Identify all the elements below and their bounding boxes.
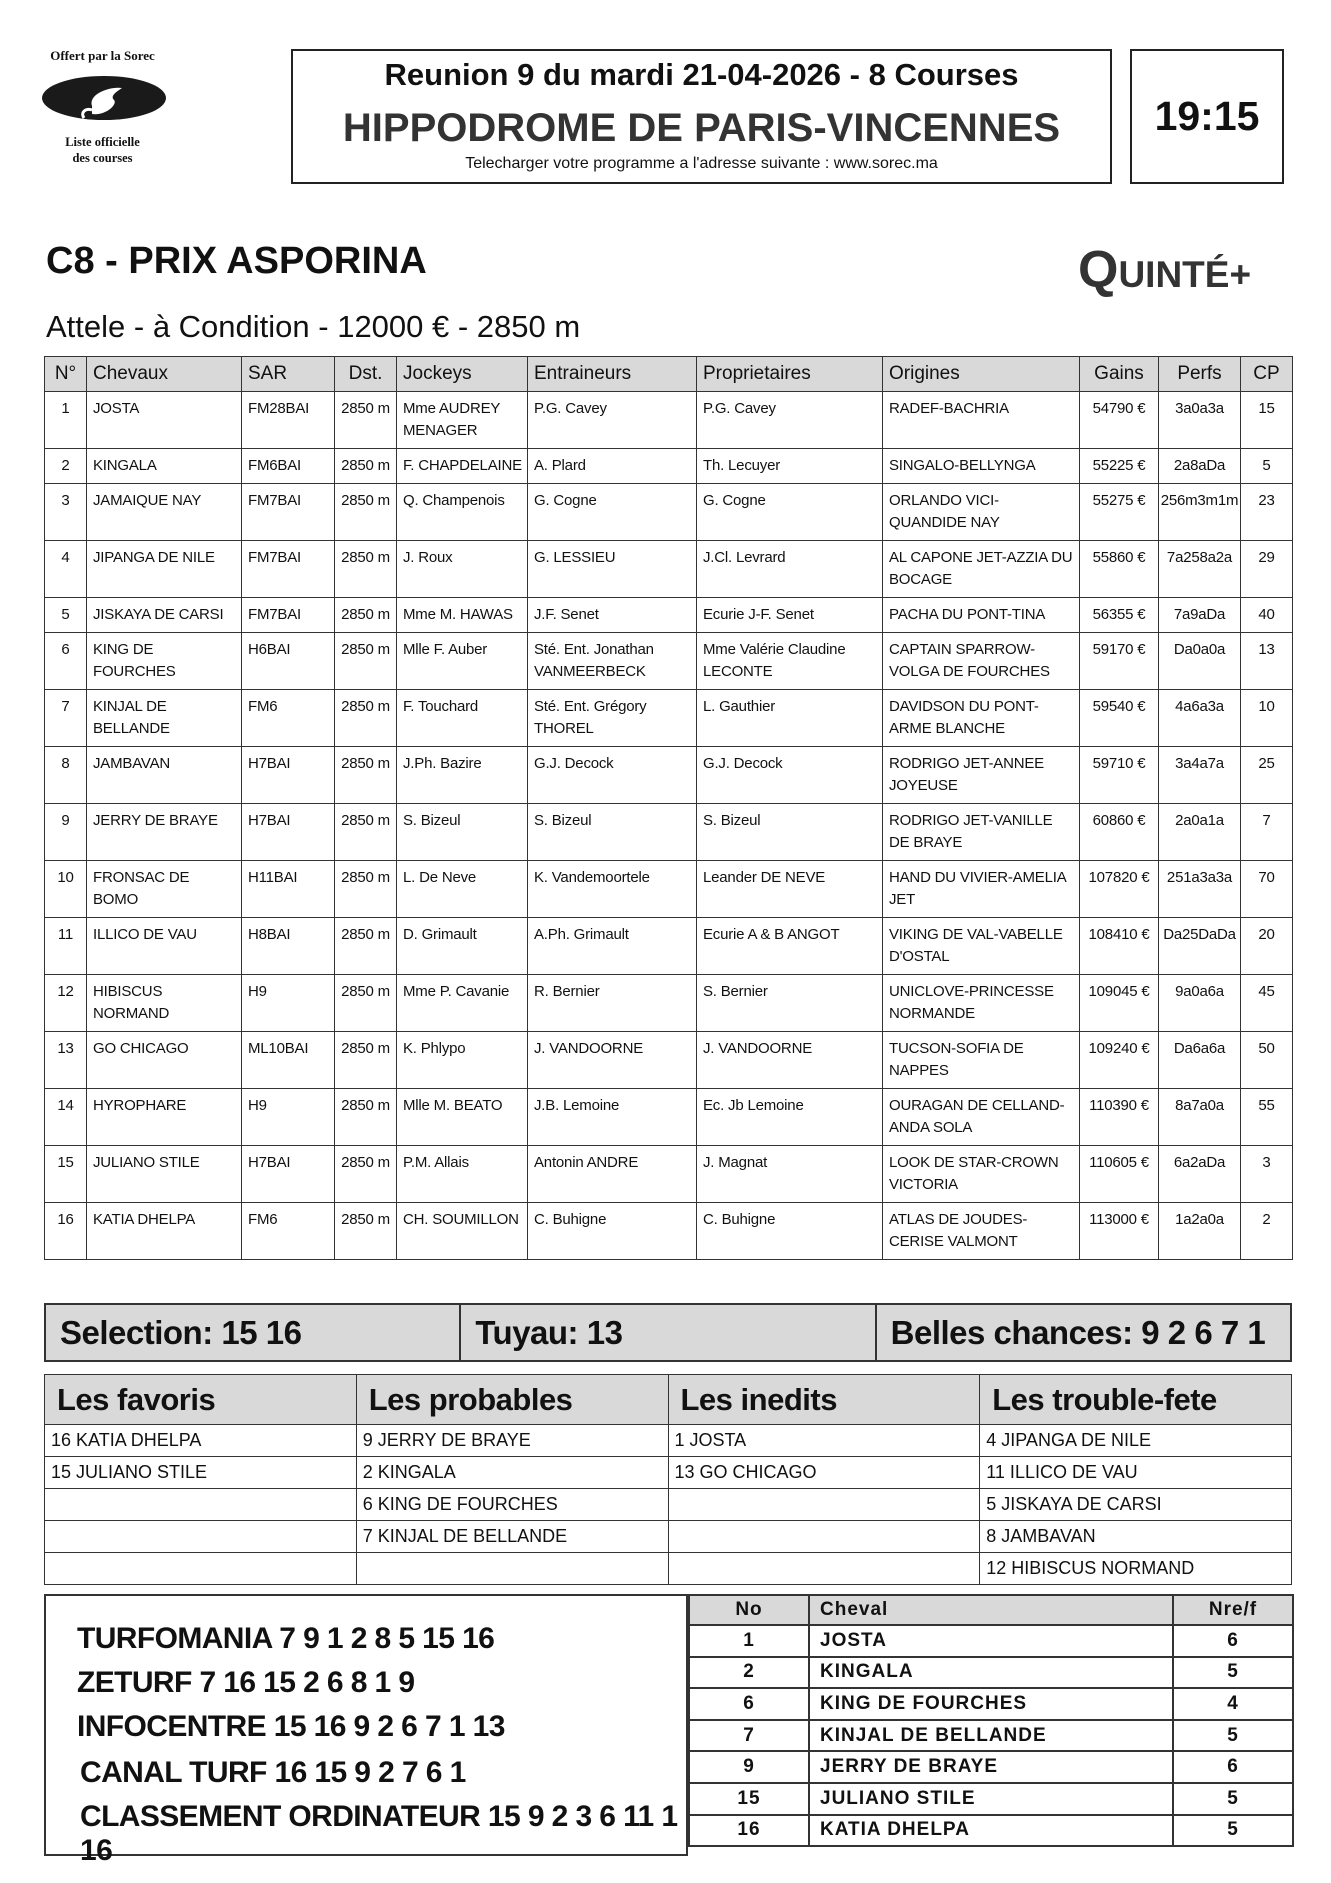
cell-owner: Ec. Jb Lemoine — [697, 1089, 883, 1146]
table-row — [45, 690, 1293, 747]
cell-sar: FM6 — [242, 690, 335, 747]
cell-distance: 2850 m — [335, 541, 397, 598]
cell-distance: 2850 m — [335, 1203, 397, 1260]
pick-favori — [45, 1521, 357, 1553]
cell-number: 14 — [45, 1089, 87, 1146]
nre-row — [689, 1815, 1293, 1847]
pick-favori — [45, 1489, 357, 1521]
cell-owner: P.G. Cavey — [697, 392, 883, 449]
cell-cp: 20 — [1241, 918, 1293, 975]
cell-trainer: Sté. Ent. Jonathan VANMEERBECK — [528, 633, 697, 690]
tip-canal-turf: CANAL TURF 16 15 9 2 7 6 1 — [80, 1756, 466, 1789]
cell-origins: SINGALO-BELLYNGA — [883, 449, 1080, 484]
nre-value: 5 — [1173, 1815, 1293, 1847]
cell-owner: Mme Valérie Claudine LECONTE — [697, 633, 883, 690]
cell-distance: 2850 m — [335, 804, 397, 861]
cell-earnings: 60860 € — [1080, 804, 1159, 861]
cell-horse: JAMBAVAN — [87, 747, 242, 804]
cell-jockey: Mlle F. Auber — [397, 633, 528, 690]
nre-horse: JERRY DE BRAYE — [809, 1751, 1173, 1783]
cell-jockey: P.M. Allais — [397, 1146, 528, 1203]
cell-owner: J. VANDOORNE — [697, 1032, 883, 1089]
nre-header-nref: Nre/f — [1173, 1595, 1293, 1625]
nre-value: 4 — [1173, 1688, 1293, 1720]
bet-type — [1078, 240, 1251, 300]
cell-cp: 25 — [1241, 747, 1293, 804]
pick-trouble-fete: 4 JIPANGA DE NILE — [980, 1425, 1292, 1457]
cell-origins: LOOK DE STAR-CROWN VICTORIA — [883, 1146, 1080, 1203]
cell-jockey: F. Touchard — [397, 690, 528, 747]
race-time: 19:15 — [1130, 49, 1284, 184]
nre-number: 15 — [689, 1783, 809, 1815]
cell-perfs: Da6a6a — [1159, 1032, 1241, 1089]
cell-jockey: Mlle M. BEATO — [397, 1089, 528, 1146]
cell-jockey: Mme P. Cavanie — [397, 975, 528, 1032]
cell-origins: VIKING DE VAL-VABELLE D'OSTAL — [883, 918, 1080, 975]
cell-owner: Ecurie A & B ANGOT — [697, 918, 883, 975]
pick-favori: 16 KATIA DHELPA — [45, 1425, 357, 1457]
cell-horse: JULIANO STILE — [87, 1146, 242, 1203]
picks-row — [45, 1553, 1292, 1585]
nre-row — [689, 1751, 1293, 1783]
col-header-earnings: Gains — [1080, 357, 1159, 392]
tip-zeturf: ZETURF 7 16 15 2 6 8 1 9 — [77, 1666, 415, 1699]
cell-sar: H9 — [242, 975, 335, 1032]
cell-number: 5 — [45, 598, 87, 633]
cell-cp: 50 — [1241, 1032, 1293, 1089]
cell-distance: 2850 m — [335, 747, 397, 804]
tip-classement-ordinateur: CLASSEMENT ORDINATEUR 15 9 2 3 6 11 1 16 — [80, 1800, 678, 1867]
cell-owner: G. Cogne — [697, 484, 883, 541]
cell-earnings: 56355 € — [1080, 598, 1159, 633]
nre-number: 9 — [689, 1751, 809, 1783]
nre-number: 6 — [689, 1688, 809, 1720]
cell-horse: GO CHICAGO — [87, 1032, 242, 1089]
logo-bottom-line2: des courses — [72, 151, 133, 165]
cell-sar: H8BAI — [242, 918, 335, 975]
nre-row — [689, 1688, 1293, 1720]
cell-trainer: C. Buhigne — [528, 1203, 697, 1260]
logo-top-text: Offert par la Sorec — [50, 48, 155, 63]
cell-origins: CAPTAIN SPARROW-VOLGA DE FOURCHES — [883, 633, 1080, 690]
nre-horse: KINGALA — [809, 1657, 1173, 1689]
cell-sar: FM28BAI — [242, 392, 335, 449]
pick-inedit — [668, 1521, 980, 1553]
cell-origins: TUCSON-SOFIA DE NAPPES — [883, 1032, 1080, 1089]
cell-origins: RODRIGO JET-VANILLE DE BRAYE — [883, 804, 1080, 861]
cell-perfs: 2a8aDa — [1159, 449, 1241, 484]
nre-header-row — [689, 1595, 1293, 1625]
cell-distance: 2850 m — [335, 392, 397, 449]
cell-sar: FM7BAI — [242, 484, 335, 541]
cell-cp: 5 — [1241, 449, 1293, 484]
cell-owner: Ecurie J-F. Senet — [697, 598, 883, 633]
picks-table — [44, 1374, 1292, 1585]
picks-header-probables: Les probables — [356, 1375, 668, 1425]
cell-perfs: 7a9aDa — [1159, 598, 1241, 633]
cell-jockey: J. Roux — [397, 541, 528, 598]
cell-number: 7 — [45, 690, 87, 747]
cell-jockey: K. Phlypo — [397, 1032, 528, 1089]
cell-jockey: L. De Neve — [397, 861, 528, 918]
nre-horse: KINJAL DE BELLANDE — [809, 1720, 1173, 1752]
cell-number: 15 — [45, 1146, 87, 1203]
cell-horse: KINJAL DE BELLANDE — [87, 690, 242, 747]
cell-earnings: 109240 € — [1080, 1032, 1159, 1089]
cell-earnings: 108410 € — [1080, 918, 1159, 975]
cell-jockey: D. Grimault — [397, 918, 528, 975]
table-row — [45, 541, 1293, 598]
pick-inedit: 1 JOSTA — [668, 1425, 980, 1457]
cell-earnings: 55225 € — [1080, 449, 1159, 484]
cell-number: 10 — [45, 861, 87, 918]
nre-value: 5 — [1173, 1657, 1293, 1689]
table-row — [45, 598, 1293, 633]
table-row — [45, 449, 1293, 484]
nre-horse: KATIA DHELPA — [809, 1815, 1173, 1847]
nre-value: 6 — [1173, 1751, 1293, 1783]
cell-perfs: Da25DaDa — [1159, 918, 1241, 975]
cell-trainer: G. Cogne — [528, 484, 697, 541]
table-row — [45, 918, 1293, 975]
tip-turfomania: TURFOMANIA 7 9 1 2 8 5 15 16 — [77, 1622, 495, 1655]
cell-distance: 2850 m — [335, 449, 397, 484]
cell-number: 4 — [45, 541, 87, 598]
cell-cp: 10 — [1241, 690, 1293, 747]
cell-earnings: 109045 € — [1080, 975, 1159, 1032]
nre-header-no: No — [689, 1595, 809, 1625]
picks-header-favoris: Les favoris — [45, 1375, 357, 1425]
nre-row — [689, 1720, 1293, 1752]
pick-probable: 6 KING DE FOURCHES — [356, 1489, 668, 1521]
cell-trainer: Antonin ANDRE — [528, 1146, 697, 1203]
cell-owner: C. Buhigne — [697, 1203, 883, 1260]
cell-perfs: 8a7a0a — [1159, 1089, 1241, 1146]
picks-row — [45, 1521, 1292, 1553]
pick-favori: 15 JULIANO STILE — [45, 1457, 357, 1489]
cell-owner: J. Magnat — [697, 1146, 883, 1203]
cell-horse: JOSTA — [87, 392, 242, 449]
cell-horse: ILLICO DE VAU — [87, 918, 242, 975]
cell-distance: 2850 m — [335, 918, 397, 975]
table-row — [45, 1146, 1293, 1203]
table-row — [45, 804, 1293, 861]
cell-sar: FM6 — [242, 1203, 335, 1260]
col-header-owner: Proprietaires — [697, 357, 883, 392]
table-row — [45, 392, 1293, 449]
nre-number: 2 — [689, 1657, 809, 1689]
col-header-distance: Dst. — [335, 357, 397, 392]
cell-perfs: 1a2a0a — [1159, 1203, 1241, 1260]
cell-horse: KATIA DHELPA — [87, 1203, 242, 1260]
cell-origins: ORLANDO VICI-QUANDIDE NAY — [883, 484, 1080, 541]
cell-owner: S. Bernier — [697, 975, 883, 1032]
nre-table — [688, 1594, 1294, 1847]
nre-number: 1 — [689, 1625, 809, 1657]
cell-perfs: 6a2aDa — [1159, 1146, 1241, 1203]
cell-distance: 2850 m — [335, 690, 397, 747]
sorec-logo — [35, 48, 170, 173]
cell-perfs: 2a0a1a — [1159, 804, 1241, 861]
cell-owner: L. Gauthier — [697, 690, 883, 747]
cell-owner: G.J. Decock — [697, 747, 883, 804]
cell-origins: HAND DU VIVIER-AMELIA JET — [883, 861, 1080, 918]
cell-horse: JAMAIQUE NAY — [87, 484, 242, 541]
tuyau-value: Tuyau: 13 — [461, 1305, 876, 1360]
hippodrome-name: HIPPODROME DE PARIS-VINCENNES — [342, 106, 1061, 150]
table-row — [45, 861, 1293, 918]
cell-sar: FM7BAI — [242, 541, 335, 598]
nre-value: 5 — [1173, 1783, 1293, 1815]
cell-distance: 2850 m — [335, 598, 397, 633]
cell-distance: 2850 m — [335, 1032, 397, 1089]
cell-cp: 3 — [1241, 1146, 1293, 1203]
cell-trainer: J.F. Senet — [528, 598, 697, 633]
cell-horse: JERRY DE BRAYE — [87, 804, 242, 861]
cell-owner: Th. Lecuyer — [697, 449, 883, 484]
cell-earnings: 110605 € — [1080, 1146, 1159, 1203]
selection-value: Selection: 15 16 — [46, 1305, 461, 1360]
pick-probable: 9 JERRY DE BRAYE — [356, 1425, 668, 1457]
col-header-horse: Chevaux — [87, 357, 242, 392]
cell-trainer: A. Plard — [528, 449, 697, 484]
nre-value: 6 — [1173, 1625, 1293, 1657]
table-row — [45, 975, 1293, 1032]
runners-table — [44, 356, 1293, 1260]
pick-inedit — [668, 1553, 980, 1585]
cell-number: 16 — [45, 1203, 87, 1260]
cell-earnings: 59540 € — [1080, 690, 1159, 747]
table-header-row — [45, 357, 1293, 392]
cell-perfs: 3a0a3a — [1159, 392, 1241, 449]
horse-logo-icon — [40, 66, 168, 130]
cell-trainer: P.G. Cavey — [528, 392, 697, 449]
cell-earnings: 59710 € — [1080, 747, 1159, 804]
table-row — [45, 747, 1293, 804]
download-note: Telecharger votre programme a l'adresse suivante : www.sorec.ma — [465, 155, 938, 172]
cell-cp: 70 — [1241, 861, 1293, 918]
cell-distance: 2850 m — [335, 633, 397, 690]
cell-horse: HYROPHARE — [87, 1089, 242, 1146]
cell-sar: H7BAI — [242, 804, 335, 861]
cell-cp: 13 — [1241, 633, 1293, 690]
pick-trouble-fete: 5 JISKAYA DE CARSI — [980, 1489, 1292, 1521]
cell-owner: S. Bizeul — [697, 804, 883, 861]
cell-cp: 7 — [1241, 804, 1293, 861]
cell-sar: ML10BAI — [242, 1032, 335, 1089]
cell-distance: 2850 m — [335, 1089, 397, 1146]
cell-trainer: S. Bizeul — [528, 804, 697, 861]
cell-perfs: 256m3m1m — [1159, 484, 1241, 541]
cell-distance: 2850 m — [335, 975, 397, 1032]
nre-number: 7 — [689, 1720, 809, 1752]
cell-horse: FRONSAC DE BOMO — [87, 861, 242, 918]
cell-sar: H9 — [242, 1089, 335, 1146]
cell-horse: JISKAYA DE CARSI — [87, 598, 242, 633]
pick-probable — [356, 1553, 668, 1585]
nre-value: 5 — [1173, 1720, 1293, 1752]
cell-number: 1 — [45, 392, 87, 449]
table-row — [45, 633, 1293, 690]
cell-perfs: 251a3a3a — [1159, 861, 1241, 918]
cell-number: 13 — [45, 1032, 87, 1089]
cell-perfs: 3a4a7a — [1159, 747, 1241, 804]
picks-header-row — [45, 1375, 1292, 1425]
picks-row — [45, 1489, 1292, 1521]
nre-row — [689, 1625, 1293, 1657]
cell-origins: OURAGAN DE CELLAND-ANDA SOLA — [883, 1089, 1080, 1146]
pick-favori — [45, 1553, 357, 1585]
cell-perfs: Da0a0a — [1159, 633, 1241, 690]
table-row — [45, 1032, 1293, 1089]
col-header-sar: SAR — [242, 357, 335, 392]
pick-trouble-fete: 8 JAMBAVAN — [980, 1521, 1292, 1553]
cell-origins: RODRIGO JET-ANNEE JOYEUSE — [883, 747, 1080, 804]
cell-jockey: F. CHAPDELAINE — [397, 449, 528, 484]
bet-type-initial: Q — [1078, 241, 1119, 299]
cell-distance: 2850 m — [335, 1146, 397, 1203]
nre-row — [689, 1657, 1293, 1689]
cell-earnings: 107820 € — [1080, 861, 1159, 918]
nre-row — [689, 1783, 1293, 1815]
cell-origins: ATLAS DE JOUDES-CERISE VALMONT — [883, 1203, 1080, 1260]
race-title: C8 - PRIX ASPORINA — [46, 240, 427, 282]
cell-origins: AL CAPONE JET-AZZIA DU BOCAGE — [883, 541, 1080, 598]
cell-jockey: CH. SOUMILLON — [397, 1203, 528, 1260]
pick-inedit — [668, 1489, 980, 1521]
cell-origins: UNICLOVE-PRINCESSE NORMANDE — [883, 975, 1080, 1032]
cell-sar: H11BAI — [242, 861, 335, 918]
cell-cp: 55 — [1241, 1089, 1293, 1146]
cell-sar: FM7BAI — [242, 598, 335, 633]
cell-distance: 2850 m — [335, 861, 397, 918]
pick-probable: 2 KINGALA — [356, 1457, 668, 1489]
table-row — [45, 1203, 1293, 1260]
cell-number: 6 — [45, 633, 87, 690]
cell-earnings: 55275 € — [1080, 484, 1159, 541]
table-row — [45, 1089, 1293, 1146]
cell-horse: KING DE FOURCHES — [87, 633, 242, 690]
table-row — [45, 484, 1293, 541]
cell-number: 3 — [45, 484, 87, 541]
pick-trouble-fete: 11 ILLICO DE VAU — [980, 1457, 1292, 1489]
col-header-number: N° — [45, 357, 87, 392]
cell-horse: KINGALA — [87, 449, 242, 484]
cell-earnings: 59170 € — [1080, 633, 1159, 690]
cell-trainer: R. Bernier — [528, 975, 697, 1032]
cell-perfs: 4a6a3a — [1159, 690, 1241, 747]
cell-sar: FM6BAI — [242, 449, 335, 484]
cell-cp: 45 — [1241, 975, 1293, 1032]
reunion-title: Reunion 9 du mardi 21-04-2026 - 8 Courses — [384, 57, 1019, 92]
nre-horse: JULIANO STILE — [809, 1783, 1173, 1815]
nre-horse: KING DE FOURCHES — [809, 1688, 1173, 1720]
cell-jockey: Q. Champenois — [397, 484, 528, 541]
col-header-perfs: Perfs — [1159, 357, 1241, 392]
cell-cp: 23 — [1241, 484, 1293, 541]
pick-inedit: 13 GO CHICAGO — [668, 1457, 980, 1489]
bet-type-rest: UINTÉ+ — [1118, 254, 1252, 295]
cell-distance: 2850 m — [335, 484, 397, 541]
belles-chances-value: Belles chances: 9 2 6 7 1 — [890, 1314, 1266, 1351]
race-conditions: Attele - à Condition - 12000 € - 2850 m — [46, 309, 581, 344]
cell-sar: H7BAI — [242, 1146, 335, 1203]
cell-trainer: G.J. Decock — [528, 747, 697, 804]
cell-number: 11 — [45, 918, 87, 975]
nre-horse: JOSTA — [809, 1625, 1173, 1657]
cell-perfs: 7a258a2a — [1159, 541, 1241, 598]
nre-header-cheval: Cheval — [809, 1595, 1173, 1625]
cell-owner: J.Cl. Levrard — [697, 541, 883, 598]
cell-earnings: 110390 € — [1080, 1089, 1159, 1146]
cell-trainer: J.B. Lemoine — [528, 1089, 697, 1146]
cell-trainer: J. VANDOORNE — [528, 1032, 697, 1089]
col-header-trainer: Entraineurs — [528, 357, 697, 392]
cell-owner: Leander DE NEVE — [697, 861, 883, 918]
cell-cp: 29 — [1241, 541, 1293, 598]
cell-trainer: Sté. Ent. Grégory THOREL — [528, 690, 697, 747]
cell-earnings: 54790 € — [1080, 392, 1159, 449]
cell-horse: JIPANGA DE NILE — [87, 541, 242, 598]
pick-probable: 7 KINJAL DE BELLANDE — [356, 1521, 668, 1553]
cell-horse: HIBISCUS NORMAND — [87, 975, 242, 1032]
picks-row — [45, 1425, 1292, 1457]
cell-perfs: 9a0a6a — [1159, 975, 1241, 1032]
logo-bottom-text — [35, 134, 170, 166]
cell-jockey: Mme AUDREY MENAGER — [397, 392, 528, 449]
picks-row — [45, 1457, 1292, 1489]
nre-number: 16 — [689, 1815, 809, 1847]
picks-header-trouble-fete: Les trouble-fete — [980, 1375, 1292, 1425]
press-tips-box — [44, 1594, 688, 1867]
cell-earnings: 55860 € — [1080, 541, 1159, 598]
col-header-jockey: Jockeys — [397, 357, 528, 392]
cell-earnings: 113000 € — [1080, 1203, 1159, 1260]
selection-bar — [44, 1303, 1292, 1362]
cell-cp: 40 — [1241, 598, 1293, 633]
col-header-cp: CP — [1241, 357, 1293, 392]
cell-number: 12 — [45, 975, 87, 1032]
cell-number: 2 — [45, 449, 87, 484]
col-header-origins: Origines — [883, 357, 1080, 392]
cell-sar: H6BAI — [242, 633, 335, 690]
cell-number: 9 — [45, 804, 87, 861]
cell-cp: 2 — [1241, 1203, 1293, 1260]
cell-origins: PACHA DU PONT-TINA — [883, 598, 1080, 633]
cell-number: 8 — [45, 747, 87, 804]
pick-trouble-fete: 12 HIBISCUS NORMAND — [980, 1553, 1292, 1585]
cell-trainer: K. Vandemoortele — [528, 861, 697, 918]
cell-jockey: Mme M. HAWAS — [397, 598, 528, 633]
picks-header-inedits: Les inedits — [668, 1375, 980, 1425]
cell-origins: RADEF-BACHRIA — [883, 392, 1080, 449]
cell-cp: 15 — [1241, 392, 1293, 449]
logo-bottom-line1: Liste officielle — [65, 135, 140, 149]
cell-jockey: J.Ph. Bazire — [397, 747, 528, 804]
cell-trainer: A.Ph. Grimault — [528, 918, 697, 975]
cell-jockey: S. Bizeul — [397, 804, 528, 861]
meeting-header — [291, 49, 1112, 184]
cell-sar: H7BAI — [242, 747, 335, 804]
cell-trainer: G. LESSIEU — [528, 541, 697, 598]
tip-infocentre: INFOCENTRE 15 16 9 2 6 7 1 13 — [77, 1710, 505, 1743]
cell-origins: DAVIDSON DU PONT-ARME BLANCHE — [883, 690, 1080, 747]
